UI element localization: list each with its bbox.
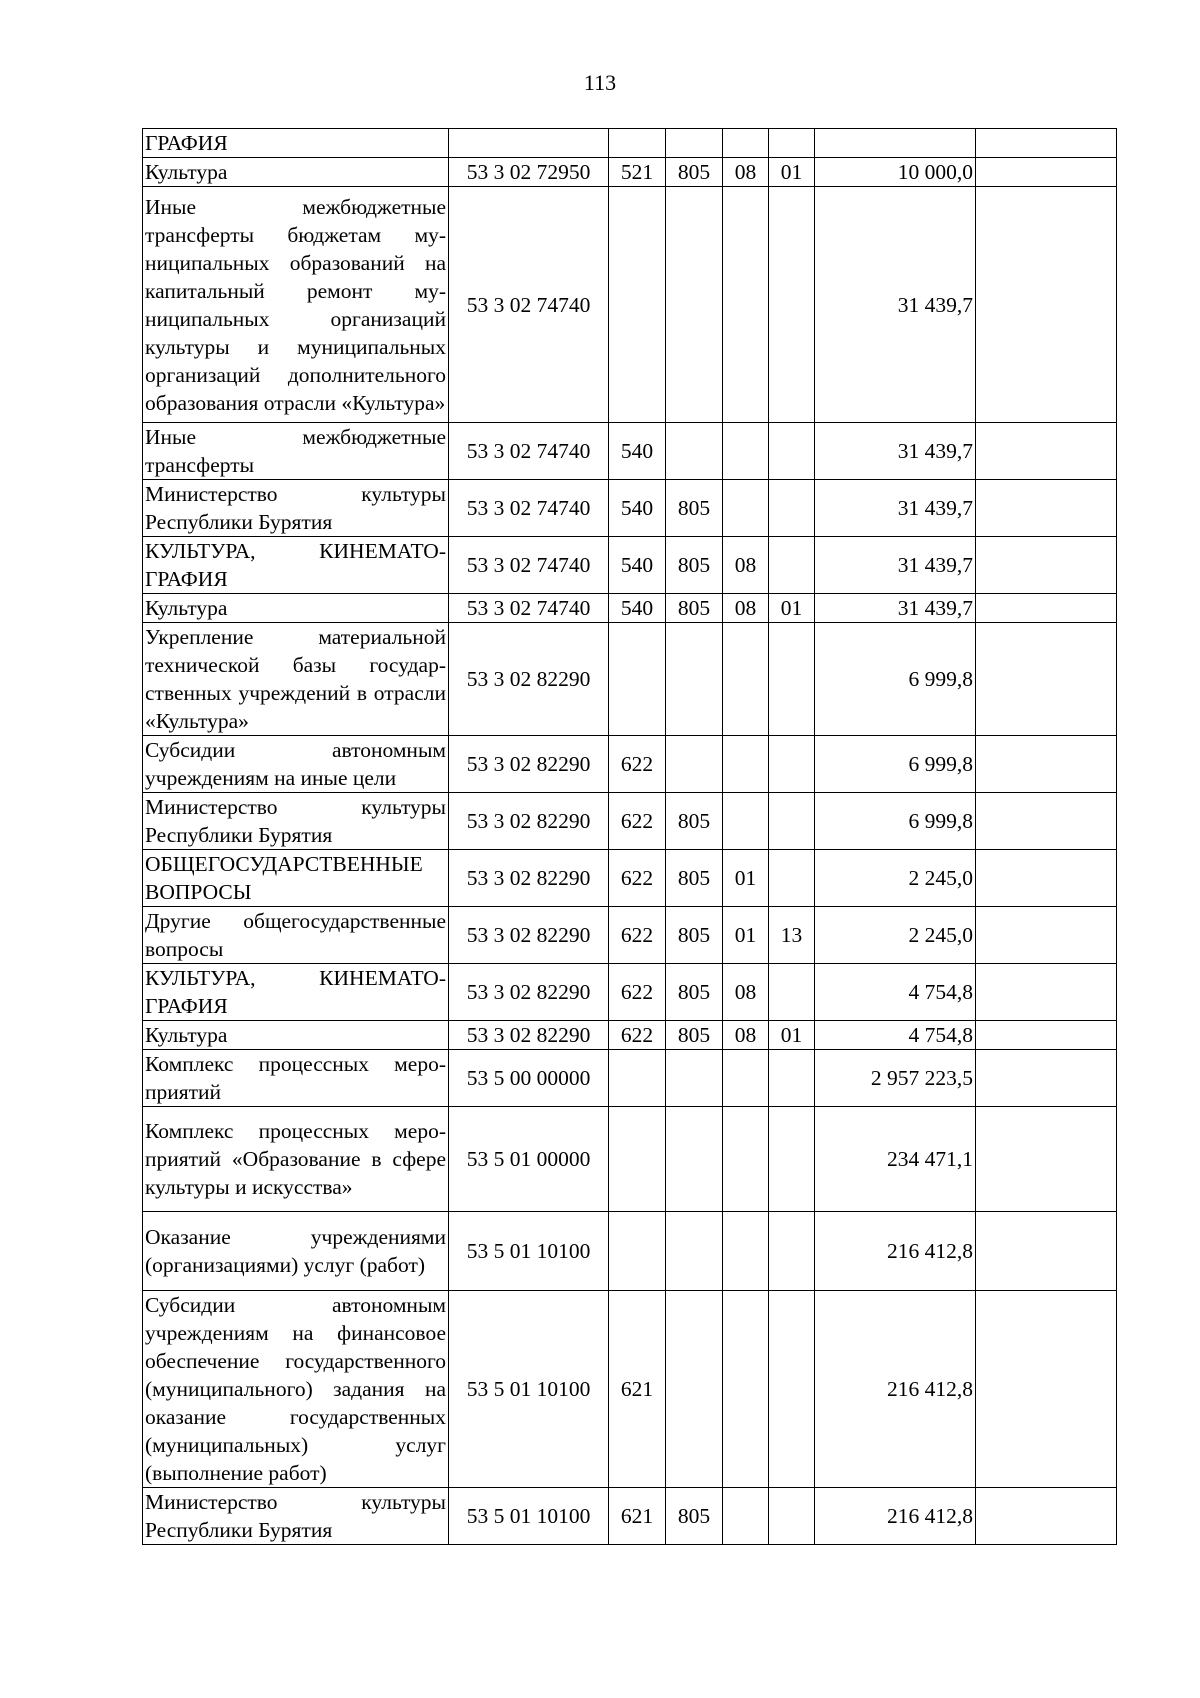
section-cell bbox=[723, 423, 769, 480]
table-row bbox=[143, 850, 1117, 907]
row-name-cell: КУЛЬТУРА, КИНЕМАТОГРАФИЯ bbox=[143, 964, 449, 1021]
extra-cell bbox=[976, 623, 1117, 736]
expense-type-cell bbox=[609, 1212, 666, 1291]
table-row bbox=[143, 423, 1117, 480]
expense-type-cell: 622 bbox=[609, 1021, 666, 1050]
row-name-cell: ОБЩЕГОСУДАРСТВЕННЫЕ ВОПРОСЫ bbox=[143, 850, 449, 907]
expense-type-cell: 540 bbox=[609, 480, 666, 537]
table-row bbox=[143, 793, 1117, 850]
table-row bbox=[143, 736, 1117, 793]
target-code-cell: 53 3 02 82290 bbox=[449, 736, 609, 793]
subsection-cell bbox=[769, 187, 815, 423]
subsection-cell bbox=[769, 1488, 815, 1545]
ministry-code-cell: 805 bbox=[666, 537, 723, 594]
target-code-cell: 53 3 02 74740 bbox=[449, 537, 609, 594]
extra-cell bbox=[976, 1291, 1117, 1488]
ministry-code-cell: 805 bbox=[666, 793, 723, 850]
row-name-cell: ГРАФИЯ bbox=[143, 129, 449, 158]
amount-cell: 31 439,7 bbox=[815, 537, 976, 594]
table-row bbox=[143, 1212, 1117, 1291]
extra-cell bbox=[976, 1488, 1117, 1545]
subsection-cell bbox=[769, 1107, 815, 1212]
section-cell: 01 bbox=[723, 907, 769, 964]
expense-type-cell: 622 bbox=[609, 736, 666, 793]
table-row bbox=[143, 1291, 1117, 1488]
extra-cell bbox=[976, 187, 1117, 423]
row-name-cell: Иные межбюджетные трансферты bbox=[143, 423, 449, 480]
amount-cell: 2 245,0 bbox=[815, 850, 976, 907]
expense-type-cell: 540 bbox=[609, 594, 666, 623]
ministry-code-cell: 805 bbox=[666, 480, 723, 537]
ministry-code-cell: 805 bbox=[666, 594, 723, 623]
row-name-cell: Субсидии автономным учреждениям на финансовое обеспечение государственного (муниципального) задания на оказание государственных (муниципальных) услуг (выполнение работ) bbox=[143, 1291, 449, 1488]
table-row bbox=[143, 129, 1117, 158]
page-number: 113 bbox=[583, 70, 617, 95]
subsection-cell bbox=[769, 480, 815, 537]
section-cell: 08 bbox=[723, 964, 769, 1021]
table-row bbox=[143, 158, 1117, 187]
ministry-code-cell bbox=[666, 736, 723, 793]
target-code-cell: 53 5 01 10100 bbox=[449, 1488, 609, 1545]
table-row bbox=[143, 187, 1117, 423]
row-name-cell: Субсидии автономным учреждениям на иные цели bbox=[143, 736, 449, 793]
target-code-cell: 53 3 02 74740 bbox=[449, 480, 609, 537]
ministry-code-cell bbox=[666, 1107, 723, 1212]
section-cell bbox=[723, 623, 769, 736]
target-code-cell: 53 3 02 74740 bbox=[449, 594, 609, 623]
ministry-code-cell bbox=[666, 1050, 723, 1107]
ministry-code-cell: 805 bbox=[666, 1021, 723, 1050]
expense-type-cell: 621 bbox=[609, 1488, 666, 1545]
subsection-cell bbox=[769, 129, 815, 158]
extra-cell bbox=[976, 793, 1117, 850]
expense-type-cell: 622 bbox=[609, 964, 666, 1021]
section-cell bbox=[723, 129, 769, 158]
extra-cell bbox=[976, 594, 1117, 623]
extra-cell bbox=[976, 158, 1117, 187]
target-code-cell: 53 3 02 82290 bbox=[449, 793, 609, 850]
section-cell: 08 bbox=[723, 1021, 769, 1050]
ministry-code-cell: 805 bbox=[666, 907, 723, 964]
expense-type-cell bbox=[609, 623, 666, 736]
section-cell bbox=[723, 480, 769, 537]
subsection-cell bbox=[769, 623, 815, 736]
row-name-cell: Культура bbox=[143, 1021, 449, 1050]
row-name-cell: Культура bbox=[143, 158, 449, 187]
ministry-code-cell: 805 bbox=[666, 1488, 723, 1545]
extra-cell bbox=[976, 1021, 1117, 1050]
row-name-cell: Другие общегосударственные вопросы bbox=[143, 907, 449, 964]
subsection-cell: 01 bbox=[769, 1021, 815, 1050]
extra-cell bbox=[976, 964, 1117, 1021]
row-name-cell: Министерство культуры Республики Бурятия bbox=[143, 1488, 449, 1545]
amount-cell: 4 754,8 bbox=[815, 964, 976, 1021]
section-cell: 01 bbox=[723, 850, 769, 907]
target-code-cell bbox=[449, 129, 609, 158]
section-cell: 08 bbox=[723, 594, 769, 623]
section-cell bbox=[723, 1050, 769, 1107]
section-cell bbox=[723, 187, 769, 423]
section-cell bbox=[723, 793, 769, 850]
extra-cell bbox=[976, 537, 1117, 594]
extra-cell bbox=[976, 129, 1117, 158]
amount-cell: 31 439,7 bbox=[815, 480, 976, 537]
ministry-code-cell bbox=[666, 187, 723, 423]
target-code-cell: 53 3 02 82290 bbox=[449, 623, 609, 736]
table-row bbox=[143, 1488, 1117, 1545]
subsection-cell bbox=[769, 736, 815, 793]
row-name-cell: Комплекс процессных мероприятий bbox=[143, 1050, 449, 1107]
section-cell bbox=[723, 1488, 769, 1545]
table-row bbox=[143, 964, 1117, 1021]
amount-cell: 6 999,8 bbox=[815, 623, 976, 736]
amount-cell: 31 439,7 bbox=[815, 423, 976, 480]
subsection-cell bbox=[769, 964, 815, 1021]
expense-type-cell: 540 bbox=[609, 423, 666, 480]
amount-cell: 4 754,8 bbox=[815, 1021, 976, 1050]
table-row bbox=[143, 1107, 1117, 1212]
subsection-cell bbox=[769, 793, 815, 850]
expense-type-cell bbox=[609, 129, 666, 158]
section-cell bbox=[723, 1107, 769, 1212]
target-code-cell: 53 3 02 82290 bbox=[449, 1021, 609, 1050]
subsection-cell: 01 bbox=[769, 158, 815, 187]
subsection-cell bbox=[769, 1050, 815, 1107]
expense-type-cell: 622 bbox=[609, 907, 666, 964]
extra-cell bbox=[976, 1050, 1117, 1107]
section-cell bbox=[723, 736, 769, 793]
row-name-cell: КУЛЬТУРА, КИНЕМАТОГРАФИЯ bbox=[143, 537, 449, 594]
expense-type-cell bbox=[609, 1050, 666, 1107]
subsection-cell bbox=[769, 423, 815, 480]
table-row bbox=[143, 1021, 1117, 1050]
target-code-cell: 53 3 02 74740 bbox=[449, 187, 609, 423]
row-name-cell: Оказание учреждениями (организациями) услуг (работ) bbox=[143, 1212, 449, 1291]
amount-cell: 216 412,8 bbox=[815, 1291, 976, 1488]
ministry-code-cell bbox=[666, 423, 723, 480]
extra-cell bbox=[976, 736, 1117, 793]
expense-type-cell: 622 bbox=[609, 850, 666, 907]
amount-cell: 10 000,0 bbox=[815, 158, 976, 187]
extra-cell bbox=[976, 423, 1117, 480]
target-code-cell: 53 5 01 10100 bbox=[449, 1291, 609, 1488]
ministry-code-cell bbox=[666, 1212, 723, 1291]
target-code-cell: 53 5 01 00000 bbox=[449, 1107, 609, 1212]
section-cell bbox=[723, 1212, 769, 1291]
target-code-cell: 53 5 01 10100 bbox=[449, 1212, 609, 1291]
ministry-code-cell: 805 bbox=[666, 964, 723, 1021]
extra-cell bbox=[976, 907, 1117, 964]
target-code-cell: 53 3 02 82290 bbox=[449, 850, 609, 907]
ministry-code-cell: 805 bbox=[666, 158, 723, 187]
target-code-cell: 53 3 02 74740 bbox=[449, 423, 609, 480]
ministry-code-cell bbox=[666, 129, 723, 158]
subsection-cell: 01 bbox=[769, 594, 815, 623]
row-name-cell: Комплекс процессных мероприятий «Образование в сфере культуры и искусства» bbox=[143, 1107, 449, 1212]
expense-type-cell: 521 bbox=[609, 158, 666, 187]
amount-cell: 6 999,8 bbox=[815, 736, 976, 793]
expense-type-cell bbox=[609, 187, 666, 423]
row-name-cell: Иные межбюджетные трансферты бюджетам муниципальных образований на капитальный ремонт муниципальных организаций культуры и муниципальных организаций дополнительного образования отрасли «Культура» bbox=[143, 187, 449, 423]
subsection-cell bbox=[769, 1291, 815, 1488]
table-row bbox=[143, 594, 1117, 623]
extra-cell bbox=[976, 1212, 1117, 1291]
section-cell: 08 bbox=[723, 537, 769, 594]
expense-type-cell: 540 bbox=[609, 537, 666, 594]
subsection-cell bbox=[769, 1212, 815, 1291]
table-row bbox=[143, 623, 1117, 736]
row-name-cell: Укрепление материальной технической базы государственных учреждений в отрасли «Культура» bbox=[143, 623, 449, 736]
table-row bbox=[143, 480, 1117, 537]
target-code-cell: 53 5 00 00000 bbox=[449, 1050, 609, 1107]
subsection-cell bbox=[769, 850, 815, 907]
ministry-code-cell: 805 bbox=[666, 850, 723, 907]
table-row bbox=[143, 1050, 1117, 1107]
table-row bbox=[143, 537, 1117, 594]
amount-cell: 31 439,7 bbox=[815, 187, 976, 423]
target-code-cell: 53 3 02 72950 bbox=[449, 158, 609, 187]
amount-cell: 2 245,0 bbox=[815, 907, 976, 964]
row-name-cell: Министерство культуры Республики Бурятия bbox=[143, 480, 449, 537]
amount-cell: 216 412,8 bbox=[815, 1212, 976, 1291]
amount-cell bbox=[815, 129, 976, 158]
section-cell: 08 bbox=[723, 158, 769, 187]
row-name-cell: Культура bbox=[143, 594, 449, 623]
subsection-cell bbox=[769, 537, 815, 594]
expense-type-cell: 622 bbox=[609, 793, 666, 850]
extra-cell bbox=[976, 480, 1117, 537]
table-row bbox=[143, 907, 1117, 964]
ministry-code-cell bbox=[666, 1291, 723, 1488]
target-code-cell: 53 3 02 82290 bbox=[449, 964, 609, 1021]
extra-cell bbox=[976, 850, 1117, 907]
amount-cell: 216 412,8 bbox=[815, 1488, 976, 1545]
row-name-cell: Министерство культуры Республики Бурятия bbox=[143, 793, 449, 850]
subsection-cell: 13 bbox=[769, 907, 815, 964]
section-cell bbox=[723, 1291, 769, 1488]
amount-cell: 234 471,1 bbox=[815, 1107, 976, 1212]
target-code-cell: 53 3 02 82290 bbox=[449, 907, 609, 964]
ministry-code-cell bbox=[666, 623, 723, 736]
amount-cell: 2 957 223,5 bbox=[815, 1050, 976, 1107]
amount-cell: 31 439,7 bbox=[815, 594, 976, 623]
extra-cell bbox=[976, 1107, 1117, 1212]
expense-type-cell: 621 bbox=[609, 1291, 666, 1488]
budget-table bbox=[142, 128, 1117, 1545]
expense-type-cell bbox=[609, 1107, 666, 1212]
amount-cell: 6 999,8 bbox=[815, 793, 976, 850]
